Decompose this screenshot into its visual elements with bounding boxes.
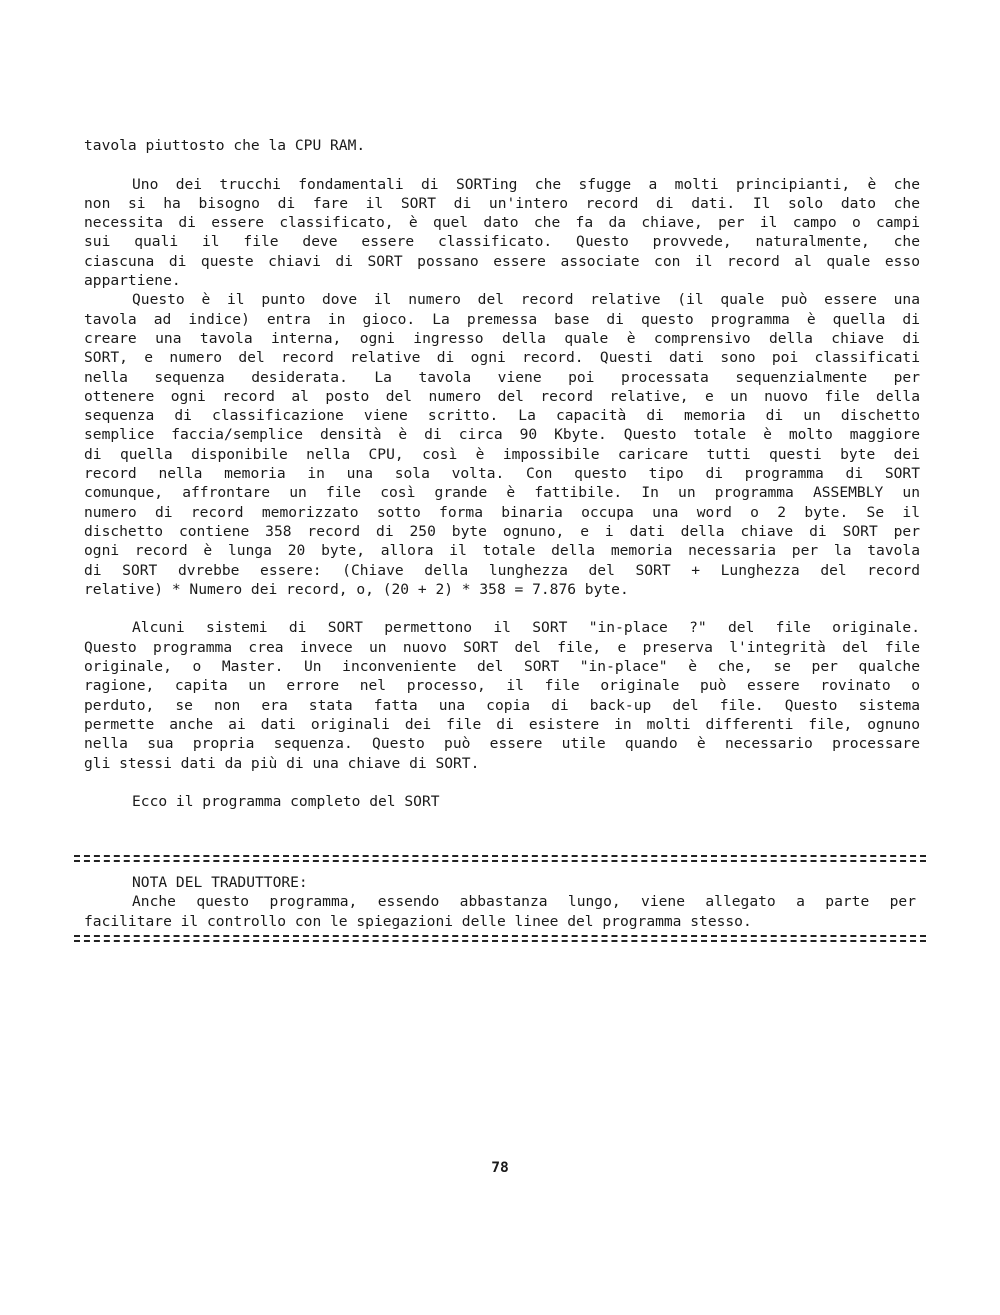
paragraph-gap (84, 155, 920, 174)
paragraph-gap (84, 773, 920, 792)
document-body (84, 136, 920, 811)
text-line: Questo programma crea invece un nuovo SORT del file, e preserva l'integrità del file (84, 638, 920, 656)
text-line: record nella memoria in una sola volta. Con questo tipo di programma di SORT (84, 465, 920, 483)
text-line: di SORT dvrebbe essere: (Chiave della lunghezza del SORT + Lunghezza del record (84, 561, 920, 579)
text-line: SORT, e numero del record relative di ogni record. Questi dati sono poi classificati (84, 349, 920, 367)
text-line: sui quali il file deve essere classificato. Questo provvede, naturalmente, che (84, 233, 920, 251)
text-line: nella sequenza desiderata. La tavola viene poi processata sequenzialmente per (84, 368, 920, 386)
text-line: ciascuna di queste chiavi di SORT possano essere associate con il record al quale esso (84, 252, 920, 270)
text-line: perduto, se non era stata fatta una copia di back-up del file. Questo sistema (84, 696, 920, 714)
paragraph-2 (84, 290, 920, 599)
text-line: dischetto contiene 358 record di 250 byte ognuno, e i dati della chiave di SORT per (84, 522, 920, 540)
text-line: non si ha bisogno di fare il SORT di un'intero record di dati. Il solo dato che (84, 194, 920, 212)
text-line: creare una tavola interna, ogni ingresso della quale è comprensivo della chiave di (84, 329, 920, 347)
note-line: Anche questo programma, essendo abbastanza lungo, viene allegato a parte per (132, 893, 916, 911)
text-line: necessita di essere classificato, è quel dato che fa da chiave, per il campo o campi (84, 214, 920, 232)
text-line: Questo è il punto dove il numero del record relative (il quale può essere una (132, 291, 920, 309)
paragraph-4 (84, 792, 920, 811)
text-line: ogni record è lunga 20 byte, allora il totale della memoria necessaria per la tavola (84, 542, 920, 560)
note-line: facilitare il controllo con le spiegazioni delle linee del programma stesso. (84, 912, 752, 930)
text-line: Uno dei trucchi fondamentali di SORTing che sfugge a molti principianti, è che (132, 175, 920, 193)
text-line: ottenere ogni record al posto del numero del record relative, e un nuovo file della (84, 387, 920, 405)
text-line: Alcuni sistemi di SORT permettono il SORT "in-place ?" del file originale. (132, 619, 920, 637)
text-line: tavola ad indice) entra in gioco. La premessa base di questo programma è quella di (84, 310, 920, 328)
text-line: numero di record memorizzato sotto forma binaria occupa una word o 2 byte. Se il (84, 503, 920, 521)
paragraph-1 (84, 175, 920, 291)
text-line: tavola piuttosto che la CPU RAM. (84, 137, 366, 154)
note-title: NOTA DEL TRADUTTORE: (132, 874, 308, 891)
text-line: semplice faccia/semplice densità è di circa 90 Kbyte. Questo totale è molto maggiore (84, 426, 920, 444)
bottom-separator-rule (74, 935, 926, 942)
paragraph-3 (84, 618, 920, 772)
text-line: comunque, affrontare un file così grande è fattibile. In un programma ASSEMBLY un (84, 484, 920, 502)
text-line: appartiene. (84, 272, 181, 290)
text-line: di quella disponibile nella CPU, così è impossibile caricare tutti questi byte dei (84, 445, 920, 463)
text-line: gli stessi dati da più di una chiave di SORT. (84, 754, 480, 772)
text-line: Ecco il programma completo del SORT (132, 793, 440, 811)
text-line: permette anche ai dati originali dei file di esistere in molti differenti file, ognuno (84, 715, 920, 733)
top-separator-rule (74, 855, 926, 862)
text-line: relative) * Numero dei record, o, (20 + 2) * 358 = 7.876 byte. (84, 580, 629, 598)
translator-note (84, 873, 916, 931)
text-line: nella sua propria sequenza. Questo può essere utile quando è necessario processare (84, 735, 920, 753)
paragraph-gap (84, 599, 920, 618)
page-number: 78 (491, 1159, 509, 1176)
text-line: ragione, capita un errore nel processo, il file originale può essere rovinato o (84, 677, 920, 695)
text-line: originale, o Master. Un inconveniente del SORT "in-place" è che, se per qualche (84, 658, 920, 676)
text-line: sequenza di classificazione viene scritto. La capacità di memoria di un dischetto (84, 407, 920, 425)
